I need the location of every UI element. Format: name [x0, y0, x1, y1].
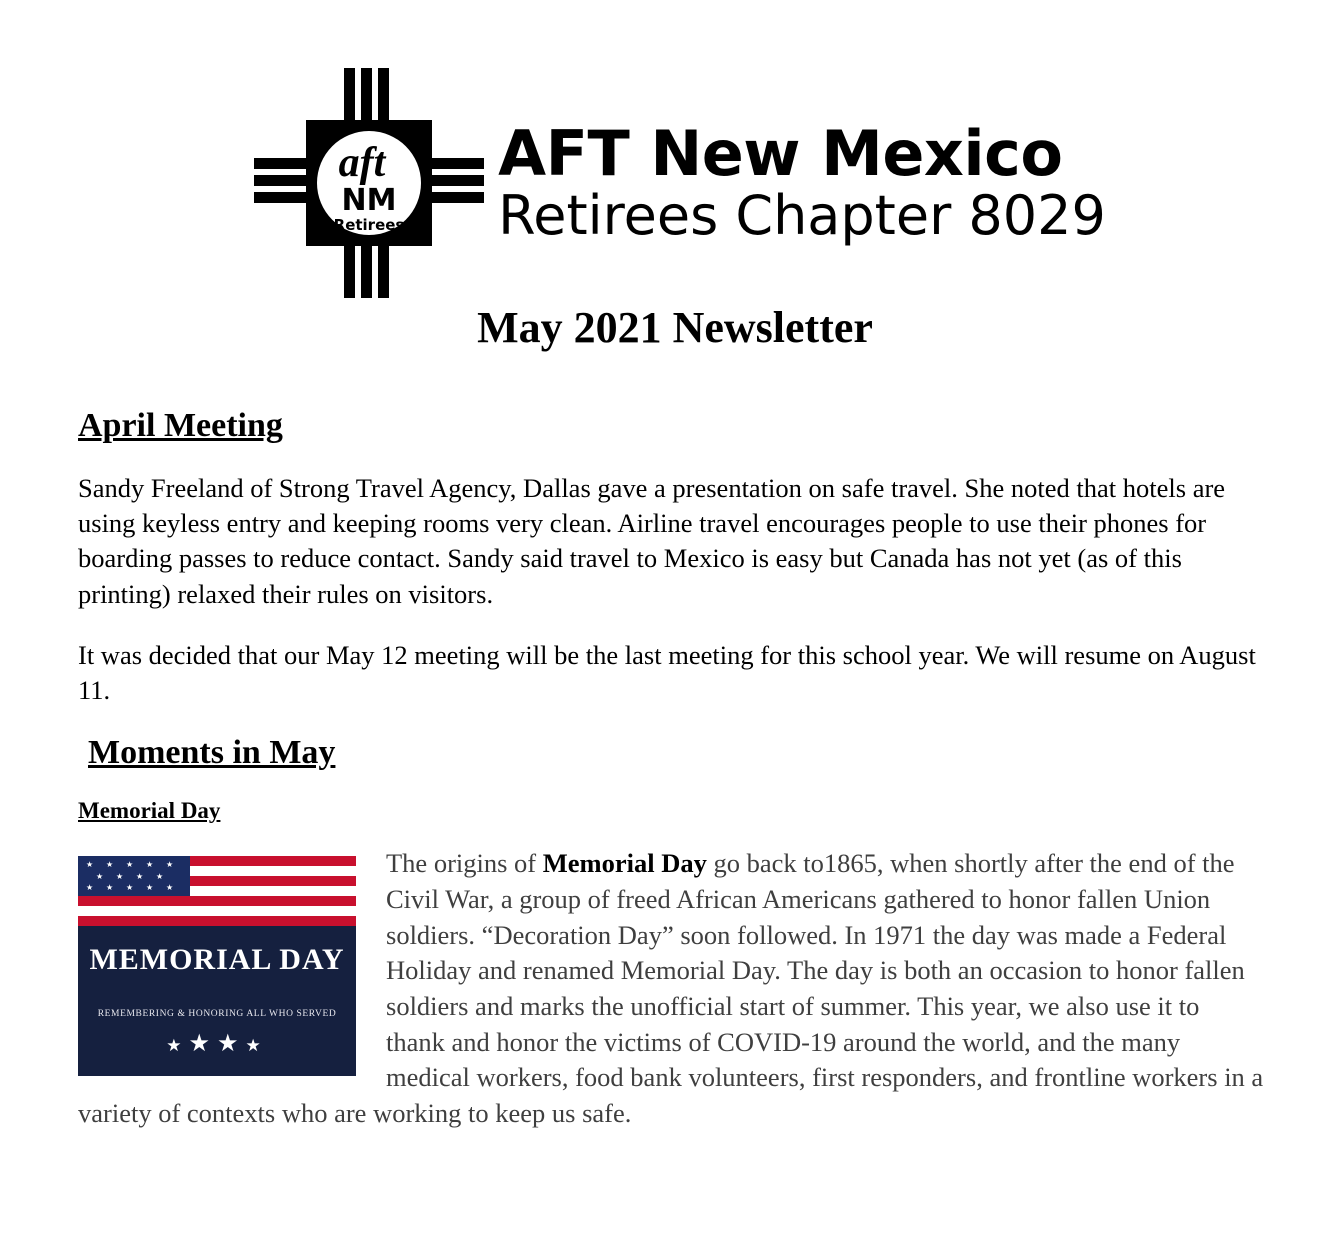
memorial-day-graphic-image [78, 856, 356, 1076]
moments-in-may-section [78, 734, 1264, 772]
april-meeting-paragraph-1: Sandy Freeland of Strong Travel Agency, Dallas gave a presentation on safe travel. She noted that hotels are using keyless entry and keeping rooms very clean. Airline travel encourages people to use their phones for boarding passes to reduce contact. Sandy said travel to Mexico is easy but Canada has not yet (as of this printing) relaxed their rules on visitors. [78, 473, 1226, 609]
org-line-1: AFT New Mexico [498, 117, 1063, 190]
newsletter-content [0, 407, 1340, 1132]
american-flag-icon [78, 856, 356, 928]
memorial-bold-phrase: Memorial Day [542, 848, 707, 879]
memorial-graphic-title: MEMORIAL DAY [89, 943, 345, 977]
organization-name [498, 117, 1106, 247]
svg-text:Retirees: Retirees [333, 216, 405, 234]
memorial-graphic-subtitle: REMEMBERING & HONORING ALL WHO SERVED [97, 1009, 337, 1020]
memorial-graphic-stars: ★★★★ [166, 1031, 268, 1058]
svg-text:NM: NM [341, 183, 397, 218]
aft-nm-retirees-logo-icon [244, 58, 494, 308]
flag-canton: ★ ★ ★ ★ ★ ★ ★ ★ ★ ★ ★ ★ ★ ★ [78, 856, 190, 896]
svg-text:aft: aft [338, 140, 386, 186]
org-line-2: Retirees Chapter 8029 [498, 184, 1106, 247]
april-meeting-heading: April Meeting [78, 407, 283, 444]
masthead [0, 0, 1340, 308]
memorial-day-subsection [78, 798, 1264, 846]
moments-in-may-heading: Moments in May [88, 734, 336, 772]
memorial-text-before-bold: The origins of [386, 848, 543, 879]
memorial-text-after-bold: go back to1865, when shortly after the end of the Civil War, a group of freed African Americans gathered to honor fallen Union soldiers. “Decoration Day” soon followed. In 1971 the day was made a Federal Holiday and renamed Memorial Day. The day is both an occasion to honor fallen soldiers and marks the unofficial start of summer. This year, we also use it to thank and honor the victims of COVID-19 around the world, and the many medical workers, food bank volunteers, first responders, and frontline workers in a variety of contexts who are working to keep us safe. [78, 848, 1264, 1128]
page-title: May 2021 Newsletter [477, 303, 873, 352]
memorial-day-subheading: Memorial Day [78, 798, 221, 824]
april-meeting-paragraph-2: It was decided that our May 12 meeting will be the last meeting for this school year. We will resume on August 11. [78, 639, 1256, 706]
memorial-day-body [78, 846, 1264, 1131]
april-meeting-section [78, 407, 1264, 445]
